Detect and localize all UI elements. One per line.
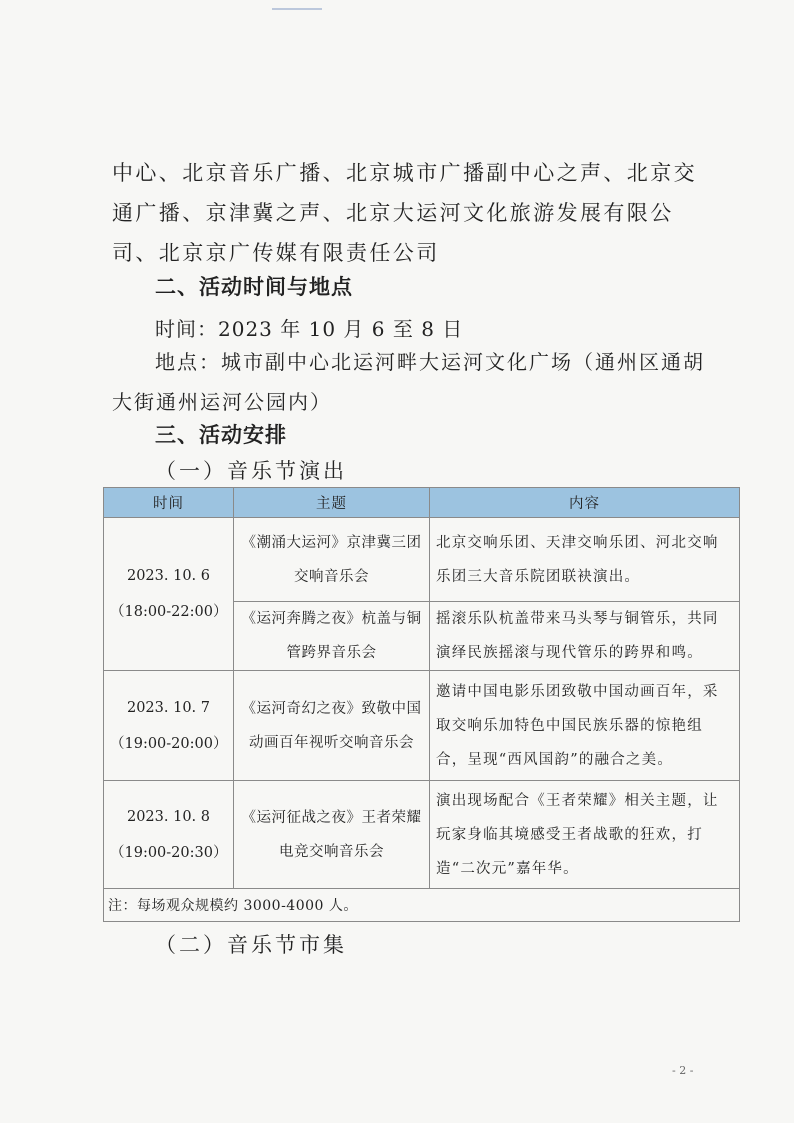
theme-cell: 《潮涌大运河》京津冀三团交响音乐会 [234,518,430,602]
time-range-text: （19:00-20:00） [110,735,228,752]
section3-heading: 三、活动安排 [155,423,287,447]
date-cell [104,671,234,781]
theme-cell: 《运河奔腾之夜》杭盖与铜管跨界音乐会 [234,602,430,671]
date-cell [104,781,234,889]
section2-heading: 二、活动时间与地点 [155,275,353,299]
subsection-performance: （一）音乐节演出 [155,459,347,483]
date-cell [104,518,234,671]
theme-cell: 《运河征战之夜》王者荣耀电竞交响音乐会 [234,781,430,889]
time-line: 时间：2023 年 10 月 6 至 8 日 [155,317,464,341]
table-row [104,671,740,781]
schedule-table [103,487,740,922]
page-number: - 2 - [672,1064,694,1077]
time-range-text: （18:00-22:00） [110,604,228,620]
content-cell: 邀请中国电影乐团致敬中国动画百年，采取交响乐加特色中国民族乐器的惊艳组合，呈现“西风国韵”的融合之美。 [430,671,740,781]
date-text: 2023. 10. 6 [126,568,210,584]
theme-cell: 《运河奇幻之夜》致敬中国动画百年视听交响音乐会 [234,671,430,781]
top-scan-mark [272,8,322,10]
content-cell: 演出现场配合《王者荣耀》相关主题，让玩家身临其境感受王者战歌的狂欢，打造“二次元”嘉年华。 [430,781,740,889]
intro-paragraph: 中心、北京音乐广播、北京城市广播副中心之声、北京交通广播、京津冀之声、北京大运河文化旅游发展有限公司、北京京广传媒有限责任公司 [112,161,697,265]
content-cell: 摇滚乐队杭盖带来马头琴与铜管乐，共同演绎民族摇滚与现代管乐的跨界和鸣。 [430,602,740,671]
time-range-text: （19:00-20:30） [110,844,228,861]
table-note: 注：每场观众规模约 3000-4000 人。 [104,889,740,922]
subsection-market: （二）音乐节市集 [155,933,347,957]
header-time: 时间 [104,488,234,518]
date-text: 2023. 10. 7 [126,699,210,716]
date-text: 2023. 10. 8 [126,808,210,825]
header-theme: 主题 [234,488,430,518]
header-content: 内容 [430,488,740,518]
table-row [104,781,740,889]
place-line: 地点：城市副中心北运河畔大运河文化广场（通州区通胡大街通州运河公园内） [112,350,705,414]
content-cell: 北京交响乐团、天津交响乐团、河北交响乐团三大音乐院团联袂演出。 [430,518,740,602]
table-row [104,518,740,602]
table-note-row [104,889,740,922]
table-header-row [104,488,740,518]
